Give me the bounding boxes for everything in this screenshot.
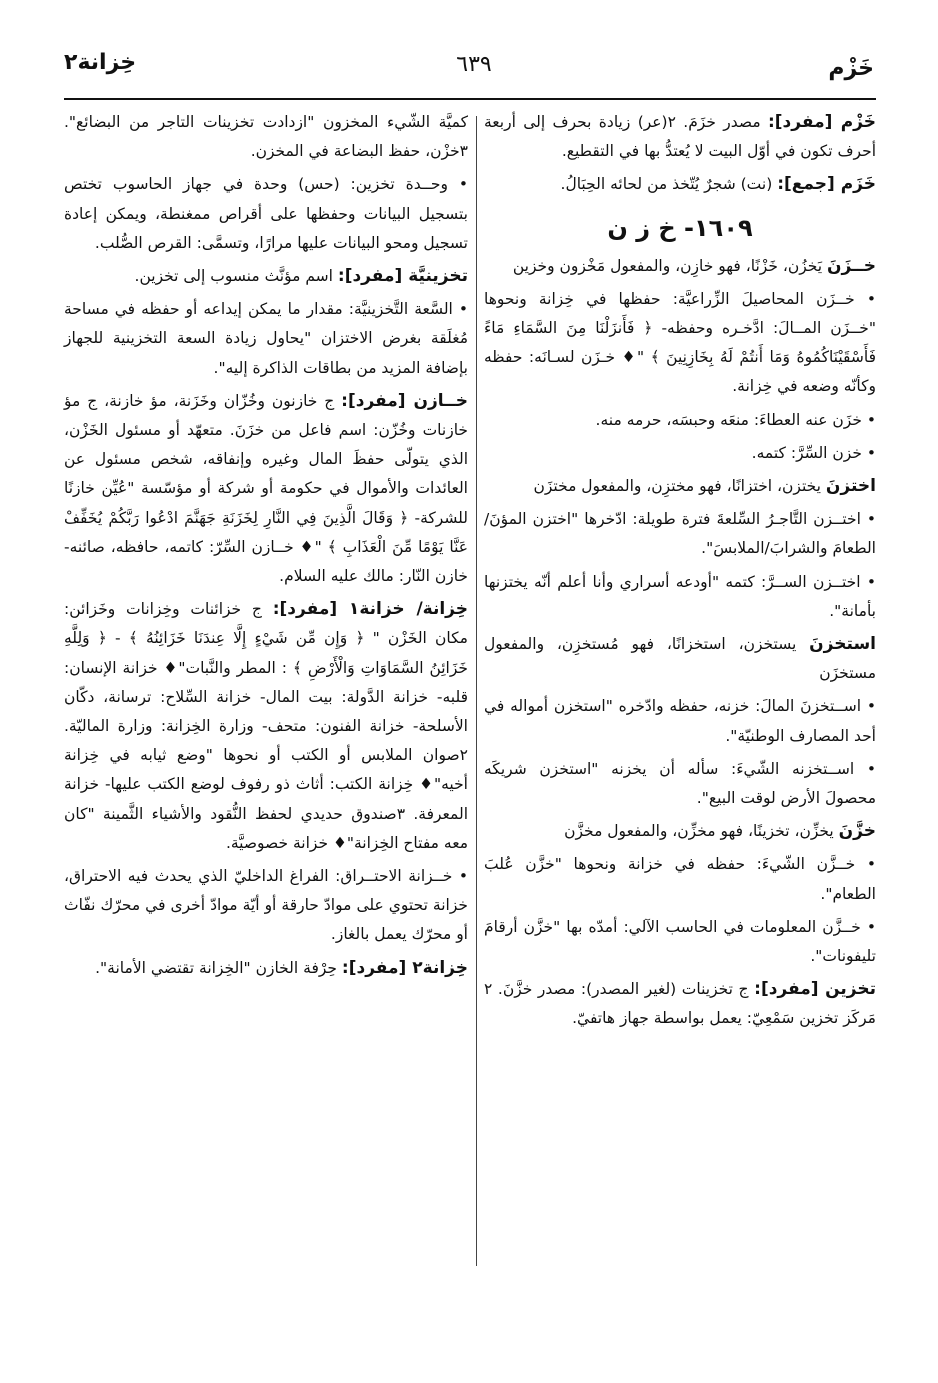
dictionary-entry bbox=[484, 252, 876, 281]
dictionary-entry bbox=[484, 975, 876, 1033]
entry-text: يختزن، اختزانًا، فهو مختزِن، والمفعول مختزَن bbox=[533, 477, 826, 496]
entry-text: مصدر خزَمَ. ٢(عر) زيادة بحرف إلى أربعة أحرف تكون في أوّل البيت لا يُعتدُّ بها في التقطيع. bbox=[484, 113, 876, 161]
column-divider bbox=[476, 116, 477, 1266]
entry-text: • اســتخزنَ المالَ: خزنه، حفظه وادّخره "استخزن أمواله في أحد المصارف الوطنيّة". bbox=[484, 697, 876, 745]
section-title: ١٦٠٩- خ ز ن bbox=[607, 213, 753, 242]
headword: تخزين [مفرد]: bbox=[754, 979, 876, 1000]
guide-word-right: خَزْم bbox=[828, 56, 874, 81]
headword: خَزْم [مفرد]: bbox=[767, 112, 876, 132]
entry-text: ج تخزينات (لغير المصدر): مصدر خزَّنَ. ٢ مَركَز تخزين سَمْعِيّ: يعمل بواسطة جهاز هاتفيّ. bbox=[484, 980, 876, 1028]
entry-text: • خــزَن المحاصيلَ الزِّراعيَّة: حفظها في خِزانة ونحوها "خــزَن المــالَ: ادَّخـره وحفظه- ﴿ فَأَنزَلْنَا مِنَ السَّمَاءِ مَاءً فَأَسْقَيْنَاكُمُوهُ وَمَا أَنتُمْ لَهُ بِخَازِنِينَ ﴾ "♦ خـزَن لسـانَه: حفظه وكأنّه وضعه في خِزانة. bbox=[484, 289, 876, 396]
left-column bbox=[64, 108, 468, 987]
entry-text: ج خزائنات وخِزانات وخَزائن: مكان الخَزْن " ﴿ وَإِن مِّن شَيْءٍ إِلَّا عِندَنَا خَزَائِنُهُ ﴾ - ﴿ وَلِلَّهِ خَزَائِنُ السَّمَاوَاتِ وَالْأَرْضِ ﴾ : المطر والنَّبات"♦ خزانة الإنسان: قلبه- خزانة الدَّولة: بيت المال- خزانة السِّلاح: ترسانة، دكّان الأسلحة- خزانة الفنون: متحف- وزارة الخِزانة: وزارة الماليّة. ٢صوان الملابس أو الكتب أو نحوها "وضع ثيابه في خِزانة أخيه"♦ خِزانة الكتب: أثاث ذو رفوف لوضع الكتب عليها- خزانة المعرفة. ٣صندوق حديدي لحفظ النُّقود والأشياء الثَّمينة "كان معه مفتاح الخِزانة"♦ خزانة خصوصيَّة. bbox=[64, 600, 468, 852]
dictionary-entry bbox=[64, 108, 468, 166]
right-column bbox=[484, 108, 876, 1038]
dictionary-entry bbox=[484, 472, 876, 501]
entry-text: يَخزُن، خَزْنًا، فهو خازِن، والمفعول مَخْزون وخزين bbox=[512, 256, 828, 275]
entry-text: كميَّة الشّيء المخزون "ازدادت تخزينات التاجر من البضائع". ٣خزْن، حفظ البضاعة في المخزن. bbox=[64, 113, 468, 161]
headword: خَزَم [جمع]: bbox=[777, 174, 876, 195]
dictionary-entry bbox=[64, 954, 468, 983]
headword: خزَّنَ bbox=[838, 821, 876, 842]
dictionary-entry bbox=[64, 262, 468, 291]
dictionary-entry bbox=[484, 568, 876, 626]
headword: تخزينيَّة [مفرد]: bbox=[337, 266, 468, 287]
dictionary-entry bbox=[484, 108, 876, 166]
dictionary-entry bbox=[64, 387, 468, 591]
guide-word-left: خِزانة٢ bbox=[64, 50, 137, 75]
dictionary-entry bbox=[484, 630, 876, 688]
entry-text: • خزن السِّرَّ: كتمه. bbox=[751, 443, 876, 462]
entry-text: • خــزَّن الشّيءَ: حفظه في خزانة ونحوها "خزَّن عُلبَ الطعام". bbox=[484, 855, 876, 903]
entry-text: • السَّعة التَّخزينيَّة: مقدار ما يمكن إيداعه أو حفظه في مساحة مُغلَقة بغرض الاختزان "يحاول زيادة السعة التخزينية للجهاز بإضافة المزيد من بطاقات الذاكرة إليه". bbox=[64, 300, 468, 377]
entry-text: • وحــدة تخزين: (حس) وحدة في جهاز الحاسوب تختص بتسجيل البيانات وحفظها على أقراص ممغنطة، ويمكن إعادة تسجيل ومحو البيانات عليها مرارًا، وتسمَّى: القرص الصُّلب. bbox=[64, 175, 468, 252]
entry-text: • اســتخزنه الشّيءَ: سأله أن يخزنه "استخزن شريكَه محصولَ الأرض لوقت البيع". bbox=[484, 759, 876, 808]
dictionary-entry bbox=[484, 850, 876, 908]
entry-text: يخزِّن، تخزينًا، فهو مخزِّن، والمفعول مخزَّن bbox=[564, 822, 839, 841]
dictionary-entry bbox=[484, 692, 876, 750]
dictionary-entry bbox=[64, 170, 468, 258]
entry-text: (نت) شجرٌ يُتّخذ من لحائه الحِبَالُ. bbox=[560, 175, 778, 194]
headword: خــزَنَ bbox=[827, 255, 876, 276]
page-number: ٦٣٩ bbox=[456, 52, 492, 77]
entry-text: اسم مؤنَّث منسوب إلى تخزين. bbox=[134, 267, 338, 286]
headword: استخزنَ bbox=[809, 634, 876, 655]
entry-text: • اختــزن التَّاجـرُ السِّلعةَ فترة طويلة: ادّخرها "اختزن المؤنَ/ الطعامَ والشرابَ/الملابسَ". bbox=[484, 510, 876, 558]
dictionary-entry bbox=[64, 862, 468, 950]
entry-text: • خزَن عنه العطاءَ: منعَه وحبسَه، حرمه منه. bbox=[595, 410, 876, 429]
headword: خــازن [مفرد]: bbox=[341, 390, 468, 411]
entry-text: • خــزانة الاحتــراق: الفراغ الداخليّ الذي يحدث فيه الاحتراق، خزانة تحتوي على موادّ حارقة أو أيّة موادّ أخرى في محرّك نفّاث أو محرّك يعمل بالغاز. bbox=[64, 867, 468, 944]
dictionary-entry bbox=[484, 439, 876, 468]
entry-text: • خــزَّن المعلومات في الحاسب الآلي: أمدّه بها "خزَّن أرقامَ تليفونات". bbox=[484, 917, 876, 966]
entry-text: يستخزن، استخزانًا، فهو مُستخزِن، والمفعول مستخزَن bbox=[484, 635, 876, 683]
dictionary-entry bbox=[484, 913, 876, 971]
headword: خِزانة/ خزانة١ [مفرد]: bbox=[272, 599, 468, 620]
dictionary-entry bbox=[64, 595, 468, 858]
header-rule bbox=[64, 98, 876, 100]
headword: اختزنَ bbox=[825, 476, 876, 497]
page-header bbox=[64, 46, 874, 94]
dictionary-entry bbox=[484, 817, 876, 846]
dictionary-entry bbox=[484, 406, 876, 435]
entry-text: • اختــزن الســرَّ: كتمه "أودعه أسراري وأنا أعلم أنّه يختزنها بأمانة". bbox=[484, 572, 876, 620]
dictionary-entry bbox=[484, 170, 876, 199]
entry-text: حِرْفة الخازن "الخِزانة تقتضي الأمانة". bbox=[95, 958, 342, 977]
entry-text: ج خازنون وخُزّان وخَزَنة، مؤ خازنة، ج مؤ خازنات وخُزّن: اسم فاعل من خزَنَ. متعهّد أو مسئول الخَزْن، الذي يتولّى حفظَ المال وغيره وإنفاقه، شخص مسئول عن العائدات والأموال في حكومة أو شركة أو مؤسّسة "عُيِّن خازنًا للشركة- ﴿ وَقَالَ الَّذِينَ فِي النَّارِ لِخَزَنَةِ جَهَنَّمَ ادْعُوا رَبَّكُمْ يُخَفِّفْ عَنَّا يَوْمًا مِّنَ الْعَذَابِ ﴾ "♦ خــازن السِّرّ: كاتمه، حافظه، صائنه- خازن النّار: مالك عليه السلام. bbox=[64, 391, 468, 586]
dictionary-entry bbox=[484, 755, 876, 813]
dictionary-entry bbox=[484, 505, 876, 563]
headword: خِزانة٢ [مفرد]: bbox=[341, 957, 468, 978]
dictionary-entry bbox=[484, 285, 876, 402]
dictionary-entry bbox=[64, 295, 468, 383]
